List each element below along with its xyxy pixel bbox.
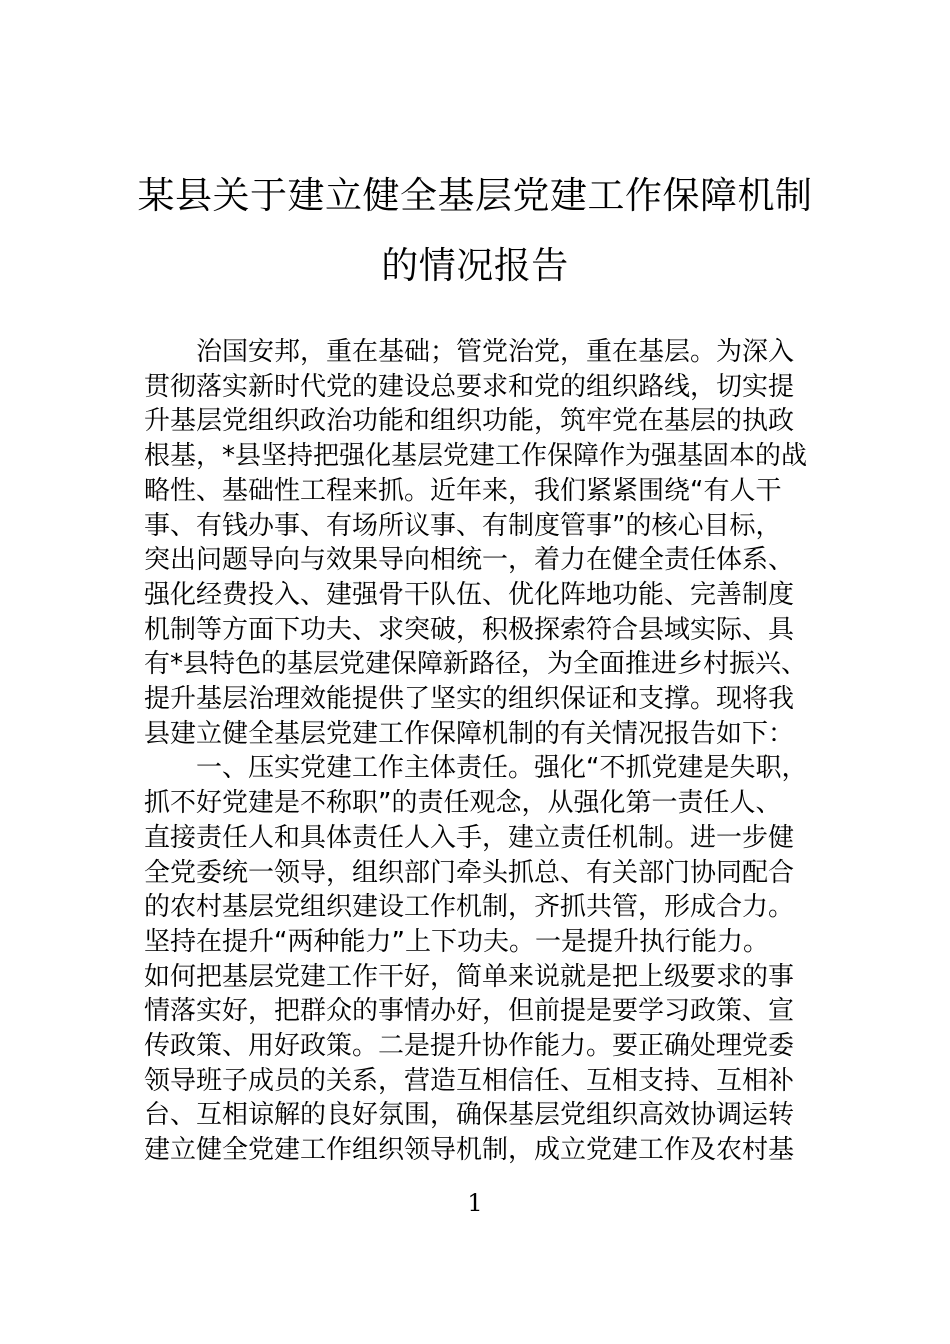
body-text-line: 根基，*县坚持把强化基层党建工作保障作为强基固本的战 <box>144 441 808 472</box>
body-text-line: 如何把基层党建工作干好，简单来说就是把上级要求的事 <box>144 961 795 992</box>
body-text-line: 县建立健全基层党建工作保障机制的有关情况报告如下： <box>144 718 795 749</box>
body-text-line: 突出问题导向与效果导向相统一，着力在健全责任体系、 <box>144 545 795 576</box>
body-text-line: 一、压实党建工作主体责任。强化“不抓党建是失职， <box>144 753 808 784</box>
body-text-line: 情落实好，把群众的事情办好，但前提是要学习政策、宣 <box>144 996 795 1027</box>
body-text-line: 传政策、用好政策。二是提升协作能力。要正确处理党委 <box>144 1031 795 1061</box>
body-text-line: 事、有钱办事、有场所议事、有制度管事”的核心目标， <box>144 510 782 541</box>
body-text-line: 建立健全党建工作组织领导机制，成立党建工作及农村基 <box>144 1135 795 1166</box>
body-text-line: 有*县特色的基层党建保障新路径，为全面推进乡村振兴、 <box>144 649 808 680</box>
page-number: 1 <box>467 1189 483 1217</box>
body-text-line: 升基层党组织政治功能和组织功能，筑牢党在基层的执政 <box>144 406 795 437</box>
body-text-line: 抓不好党建是不称职”的责任观念，从强化第一责任人、 <box>144 788 782 819</box>
body-text-line: 直接责任人和具体责任人入手，建立责任机制。进一步健 <box>144 822 795 853</box>
document-title-line-2: 的情况报告 <box>381 244 569 287</box>
body-text-line: 贯彻落实新时代党的建设总要求和党的组织路线，切实提 <box>144 371 795 402</box>
body-text-line: 提升基层治理效能提供了坚实的组织保证和支撑。现将我 <box>144 684 795 714</box>
body-text-line: 台、互相谅解的良好氛围，确保基层党组织高效协调运转 <box>144 1100 795 1131</box>
body-text-line: 强化经费投入、建强骨干队伍、优化阵地功能、完善制度 <box>144 579 795 610</box>
body-text-line: 治国安邦，重在基础；管党治党，重在基层。为深入 <box>144 337 795 367</box>
body-text-line: 全党委统一领导，组织部门牵头抓总、有关部门协同配合 <box>144 857 795 888</box>
body-text-line: 的农村基层党组织建设工作机制，齐抓共管，形成合力。 <box>144 892 795 923</box>
document-title-line-1: 某县关于建立健全基层党建工作保障机制 <box>137 174 813 217</box>
body-text-line: 机制等方面下功夫、求突破，积极探索符合县域实际、具 <box>144 614 795 645</box>
body-text-line: 略性、基础性工程来抓。近年来，我们紧紧围绕“有人干 <box>144 475 782 506</box>
body-text-line: 坚持在提升“两种能力”上下功夫。一是提升执行能力。 <box>144 926 769 957</box>
body-text-line: 领导班子成员的关系，营造互相信任、互相支持、互相补 <box>144 1065 795 1096</box>
